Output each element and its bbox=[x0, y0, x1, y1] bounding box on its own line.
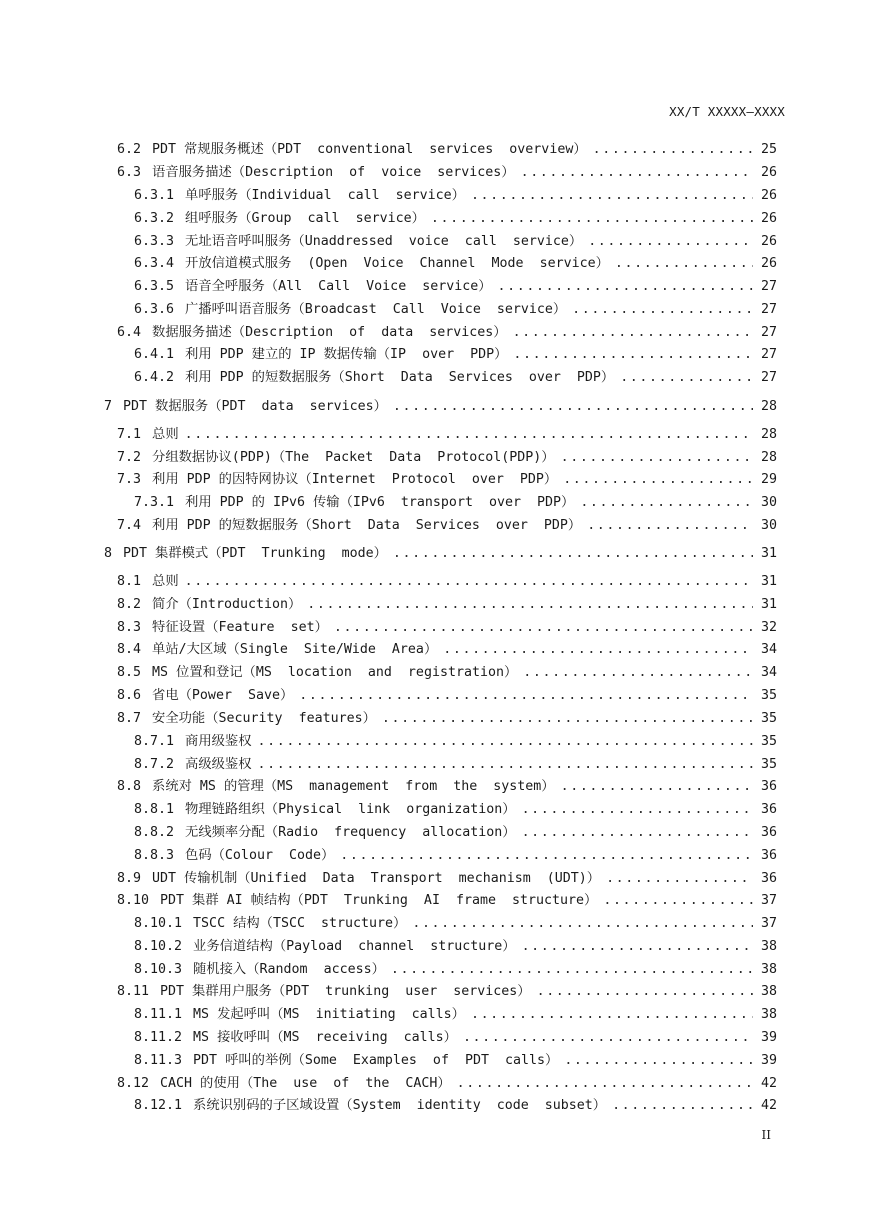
toc-entry[interactable] bbox=[117, 870, 777, 888]
toc-dot-leader bbox=[391, 961, 753, 979]
toc-dot-leader bbox=[603, 892, 753, 910]
document-code-header: XX/T XXXXX—XXXX bbox=[669, 104, 785, 119]
toc-entry-page-number: 38 bbox=[760, 962, 777, 977]
toc-entry[interactable] bbox=[134, 1097, 777, 1115]
toc-entry[interactable] bbox=[134, 801, 777, 819]
toc-entry[interactable] bbox=[134, 255, 777, 273]
toc-dot-leader bbox=[593, 141, 753, 159]
toc-entry-number: 8.12.1 bbox=[134, 1098, 183, 1113]
toc-entry-title: TSCC 结构（TSCC structure） bbox=[193, 916, 407, 931]
toc-entry[interactable] bbox=[117, 619, 777, 637]
toc-entry-number: 6.4.2 bbox=[134, 370, 175, 385]
toc-entry-title: 商用级鉴权 bbox=[185, 734, 252, 749]
toc-entry[interactable] bbox=[117, 983, 777, 1001]
toc-entry-number: 8.10.1 bbox=[134, 916, 183, 931]
toc-entry-number: 8.8.3 bbox=[134, 848, 175, 863]
toc-entry-title: 语音服务描述（Description of voice services） bbox=[152, 165, 515, 180]
toc-entry-number: 8.7.1 bbox=[134, 734, 175, 749]
toc-dot-leader bbox=[307, 596, 753, 614]
toc-entry-title: 开放信道模式服务 (Open Voice Channel Mode service） bbox=[185, 256, 609, 271]
toc-entry-page-number: 30 bbox=[760, 518, 777, 533]
toc-entry-page-number: 35 bbox=[760, 757, 777, 772]
toc-entry-page-number: 38 bbox=[760, 1007, 777, 1022]
toc-dot-leader bbox=[522, 824, 753, 842]
toc-entry-number: 8.6 bbox=[117, 688, 142, 703]
toc-entry[interactable] bbox=[117, 471, 777, 489]
toc-entry[interactable] bbox=[117, 1075, 777, 1093]
toc-entry-number: 8.11.2 bbox=[134, 1030, 183, 1045]
toc-dot-leader bbox=[382, 710, 753, 728]
toc-dot-leader bbox=[588, 233, 753, 251]
toc-entry[interactable] bbox=[134, 915, 777, 933]
toc-entry[interactable] bbox=[134, 1052, 777, 1070]
toc-entry-page-number: 38 bbox=[760, 939, 777, 954]
toc-entry-number: 8 bbox=[104, 546, 113, 561]
toc-entry[interactable] bbox=[134, 1006, 777, 1024]
toc-entry[interactable] bbox=[104, 545, 777, 563]
toc-entry-title: 省电（Power Save） bbox=[152, 688, 294, 703]
toc-entry-title: MS 发起呼叫（MS initiating calls） bbox=[193, 1007, 465, 1022]
toc-entry[interactable] bbox=[117, 596, 777, 614]
toc-dot-leader bbox=[471, 187, 753, 205]
toc-entry-title: 业务信道结构（Payload channel structure） bbox=[193, 939, 516, 954]
toc-entry-number: 8.10.2 bbox=[134, 939, 183, 954]
toc-entry[interactable] bbox=[134, 847, 777, 865]
toc-entry-number: 8.11 bbox=[117, 984, 150, 999]
toc-entry[interactable] bbox=[134, 1029, 777, 1047]
toc-entry-title: 随机接入（Random access） bbox=[193, 962, 385, 977]
toc-dot-leader bbox=[393, 398, 753, 416]
toc-entry[interactable] bbox=[117, 449, 777, 467]
toc-dot-leader bbox=[561, 449, 753, 467]
toc-dot-leader bbox=[457, 1075, 753, 1093]
toc-entry[interactable] bbox=[134, 301, 777, 319]
toc-entry-title: PDT 呼叫的举例（Some Examples of PDT calls） bbox=[193, 1053, 559, 1068]
toc-entry-number: 6.4 bbox=[117, 325, 142, 340]
toc-entry-number: 8.5 bbox=[117, 665, 142, 680]
toc-entry-title: 语音全呼服务（All Call Voice service） bbox=[185, 279, 492, 294]
toc-entry-number: 7.4 bbox=[117, 518, 142, 533]
toc-entry-page-number: 35 bbox=[760, 711, 777, 726]
toc-entry-number: 8.2 bbox=[117, 597, 142, 612]
toc-entry-number: 8.9 bbox=[117, 871, 142, 886]
toc-dot-leader bbox=[513, 346, 753, 364]
toc-dot-leader bbox=[185, 573, 753, 591]
toc-entry-number: 8.7.2 bbox=[134, 757, 175, 772]
toc-entry-number: 6.3 bbox=[117, 165, 142, 180]
toc-entry-page-number: 29 bbox=[760, 472, 777, 487]
toc-entry-title: 单呼服务（Individual call service） bbox=[185, 188, 465, 203]
toc-entry-number: 8.8 bbox=[117, 779, 142, 794]
toc-entry-number: 6.2 bbox=[117, 142, 142, 157]
toc-dot-leader bbox=[612, 1097, 753, 1115]
toc-dot-leader bbox=[580, 494, 753, 512]
toc-entry-page-number: 34 bbox=[760, 642, 777, 657]
toc-entry-page-number: 27 bbox=[760, 347, 777, 362]
toc-entry-page-number: 36 bbox=[760, 825, 777, 840]
toc-entry[interactable] bbox=[117, 164, 777, 182]
toc-entry-title: 数据服务描述（Description of data services） bbox=[152, 325, 507, 340]
toc-entry-title: 物理链路组织（Physical link organization） bbox=[185, 802, 516, 817]
toc-entry[interactable] bbox=[134, 369, 777, 387]
toc-entry[interactable] bbox=[134, 187, 777, 205]
toc-dot-leader bbox=[572, 301, 753, 319]
toc-entry-title: 特征设置（Feature set） bbox=[152, 620, 328, 635]
toc-dot-leader bbox=[561, 778, 753, 796]
toc-entry-title: MS 接收呼叫（MS receiving calls） bbox=[193, 1030, 457, 1045]
toc-dot-leader bbox=[498, 278, 753, 296]
toc-entry-page-number: 27 bbox=[760, 302, 777, 317]
toc-entry-title: PDT 集群模式（PDT Trunking mode） bbox=[123, 546, 387, 561]
toc-entry-page-number: 36 bbox=[760, 871, 777, 886]
toc-dot-leader bbox=[620, 369, 753, 387]
toc-entry[interactable] bbox=[134, 733, 777, 751]
toc-dot-leader bbox=[393, 545, 753, 563]
toc-entry-title: 利用 PDP 建立的 IP 数据传输（IP over PDP） bbox=[185, 347, 508, 362]
toc-entry[interactable] bbox=[134, 346, 777, 364]
toc-entry-number: 6.3.3 bbox=[134, 234, 175, 249]
toc-entry-page-number: 26 bbox=[760, 188, 777, 203]
toc-dot-leader bbox=[334, 619, 753, 637]
toc-entry-page-number: 34 bbox=[760, 665, 777, 680]
toc-entry-title: 总则 bbox=[152, 427, 179, 442]
toc-entry-number: 6.4.1 bbox=[134, 347, 175, 362]
toc-dot-leader bbox=[185, 426, 753, 444]
toc-entry-title: 系统对 MS 的管理（MS management from the system） bbox=[152, 779, 555, 794]
toc-entry-title: 利用 PDP 的短数据服务（Short Data Services over PDP） bbox=[185, 370, 615, 385]
toc-entry[interactable] bbox=[134, 233, 777, 251]
toc-entry-number: 7.2 bbox=[117, 450, 142, 465]
toc-entry-number: 7.3 bbox=[117, 472, 142, 487]
toc-entry-page-number: 28 bbox=[760, 427, 777, 442]
toc-entry-page-number: 25 bbox=[760, 142, 777, 157]
toc-entry[interactable] bbox=[104, 398, 777, 416]
toc-entry-page-number: 28 bbox=[760, 450, 777, 465]
toc-entry-number: 8.11.3 bbox=[134, 1053, 183, 1068]
toc-entry[interactable] bbox=[117, 426, 777, 444]
toc-entry-number: 8.10 bbox=[117, 893, 150, 908]
toc-dot-leader bbox=[412, 915, 753, 933]
toc-entry[interactable] bbox=[117, 710, 777, 728]
toc-entry-page-number: 39 bbox=[760, 1053, 777, 1068]
toc-entry-page-number: 26 bbox=[760, 165, 777, 180]
toc-entry-number: 8.11.1 bbox=[134, 1007, 183, 1022]
toc-entry-page-number: 36 bbox=[760, 848, 777, 863]
toc-entry-number: 6.3.2 bbox=[134, 211, 175, 226]
toc-entry[interactable] bbox=[134, 961, 777, 979]
toc-entry-number: 8.4 bbox=[117, 642, 142, 657]
toc-dot-leader bbox=[299, 687, 753, 705]
toc-entry[interactable] bbox=[134, 494, 777, 512]
toc-entry-page-number: 31 bbox=[760, 597, 777, 612]
toc-entry-title: PDT 数据服务（PDT data services） bbox=[123, 399, 387, 414]
toc-entry-title: 组呼服务（Group call service） bbox=[185, 211, 425, 226]
toc-dot-leader bbox=[523, 664, 753, 682]
toc-entry-title: 利用 PDP 的 IPv6 传输（IPv6 transport over PDP） bbox=[185, 495, 575, 510]
toc-entry-title: 系统识别码的子区域设置（System identity code subset） bbox=[193, 1098, 607, 1113]
toc-dot-leader bbox=[606, 870, 753, 888]
toc-entry[interactable] bbox=[134, 938, 777, 956]
toc-entry-title: 简介（Introduction） bbox=[152, 597, 302, 612]
toc-dot-leader bbox=[471, 1006, 753, 1024]
toc-entry-number: 8.8.1 bbox=[134, 802, 175, 817]
toc-entry-number: 6.3.4 bbox=[134, 256, 175, 271]
toc-entry-page-number: 27 bbox=[760, 325, 777, 340]
toc-entry[interactable] bbox=[117, 641, 777, 659]
toc-entry-page-number: 37 bbox=[760, 916, 777, 931]
toc-dot-leader bbox=[563, 471, 753, 489]
toc-entry-number: 6.3.5 bbox=[134, 279, 175, 294]
toc-entry[interactable] bbox=[134, 756, 777, 774]
toc-entry-title: 安全功能（Security features） bbox=[152, 711, 376, 726]
toc-entry[interactable] bbox=[117, 664, 777, 682]
toc-entry-number: 8.1 bbox=[117, 574, 142, 589]
toc-entry[interactable] bbox=[134, 824, 777, 842]
page-number-footer: II bbox=[761, 1128, 771, 1142]
toc-entry-number: 8.8.2 bbox=[134, 825, 175, 840]
toc-dot-leader bbox=[587, 517, 753, 535]
toc-entry-page-number: 38 bbox=[760, 984, 777, 999]
toc-entry-page-number: 36 bbox=[760, 802, 777, 817]
toc-entry-title: CACH 的使用（The use of the CACH） bbox=[160, 1076, 451, 1091]
toc-entry-page-number: 32 bbox=[760, 620, 777, 635]
toc-entry-page-number: 27 bbox=[760, 279, 777, 294]
toc-dot-leader bbox=[463, 1029, 753, 1047]
toc-dot-leader bbox=[522, 801, 753, 819]
toc-entry-number: 6.3.6 bbox=[134, 302, 175, 317]
toc-entry-page-number: 37 bbox=[760, 893, 777, 908]
toc-entry-title: 分组数据协议(PDP)（The Packet Data Protocol(PDP)） bbox=[152, 450, 555, 465]
toc-entry-page-number: 30 bbox=[760, 495, 777, 510]
toc-entry-title: 广播呼叫语音服务（Broadcast Call Voice service） bbox=[185, 302, 567, 317]
toc-entry-page-number: 31 bbox=[760, 546, 777, 561]
toc-entry-title: PDT 集群用户服务（PDT trunking user services） bbox=[160, 984, 531, 999]
toc-entry-page-number: 31 bbox=[760, 574, 777, 589]
toc-dot-leader bbox=[522, 938, 753, 956]
toc-dot-leader bbox=[258, 756, 753, 774]
toc-entry-title: PDT 集群 AI 帧结构（PDT Trunking AI frame structure） bbox=[160, 893, 598, 908]
toc-dot-leader bbox=[513, 324, 753, 342]
toc-entry-number: 7.1 bbox=[117, 427, 142, 442]
toc-entry-page-number: 42 bbox=[760, 1076, 777, 1091]
toc-entry[interactable] bbox=[117, 778, 777, 796]
toc-entry-title: 总则 bbox=[152, 574, 179, 589]
toc-entry[interactable] bbox=[117, 324, 777, 342]
toc-entry-page-number: 27 bbox=[760, 370, 777, 385]
toc-dot-leader bbox=[615, 255, 753, 273]
toc-dot-leader bbox=[521, 164, 753, 182]
toc-entry[interactable] bbox=[134, 278, 777, 296]
toc-entry-title: 单站/大区域（Single Site/Wide Area） bbox=[152, 642, 438, 657]
toc-entry-page-number: 26 bbox=[760, 234, 777, 249]
toc-entry-number: 6.3.1 bbox=[134, 188, 175, 203]
toc-entry-number: 8.10.3 bbox=[134, 962, 183, 977]
toc-dot-leader bbox=[258, 733, 753, 751]
toc-dot-leader bbox=[340, 847, 753, 865]
toc-entry-number: 7 bbox=[104, 399, 113, 414]
toc-entry-page-number: 26 bbox=[760, 256, 777, 271]
toc-entry-title: 无址语音呼叫服务（Unaddressed voice call service） bbox=[185, 234, 583, 249]
toc-entry-number: 8.12 bbox=[117, 1076, 150, 1091]
toc-entry-page-number: 39 bbox=[760, 1030, 777, 1045]
toc-entry-title: 利用 PDP 的因特网协议（Internet Protocol over PDP） bbox=[152, 472, 558, 487]
toc-dot-leader bbox=[537, 983, 753, 1001]
toc-entry-title: 色码（Colour Code） bbox=[185, 848, 335, 863]
toc-entry-title: MS 位置和登记（MS location and registration） bbox=[152, 665, 518, 680]
toc-entry-title: UDT 传输机制（Unified Data Transport mechanism (UDT)） bbox=[152, 871, 601, 886]
toc-entry-page-number: 35 bbox=[760, 734, 777, 749]
toc-entry-page-number: 42 bbox=[760, 1098, 777, 1113]
toc-dot-leader bbox=[431, 210, 753, 228]
toc-entry-title: 高级级鉴权 bbox=[185, 757, 252, 772]
toc-entry-number: 8.3 bbox=[117, 620, 142, 635]
toc-entry-number: 8.7 bbox=[117, 711, 142, 726]
toc-entry-page-number: 35 bbox=[760, 688, 777, 703]
toc-entry[interactable] bbox=[117, 892, 777, 910]
toc-entry-page-number: 36 bbox=[760, 779, 777, 794]
toc-entry-title: 无线频率分配（Radio frequency allocation） bbox=[185, 825, 516, 840]
toc-entry[interactable] bbox=[117, 573, 777, 591]
toc-entry-number: 7.3.1 bbox=[134, 495, 175, 510]
toc-entry-title: PDT 常规服务概述（PDT conventional services overview） bbox=[152, 142, 587, 157]
toc-dot-leader bbox=[564, 1052, 753, 1070]
toc-entry[interactable] bbox=[117, 687, 777, 705]
toc-entry[interactable] bbox=[117, 517, 777, 535]
toc-entry-page-number: 26 bbox=[760, 211, 777, 226]
toc-entry[interactable] bbox=[134, 210, 777, 228]
toc-entry-page-number: 28 bbox=[760, 399, 777, 414]
toc-entry[interactable] bbox=[117, 141, 777, 159]
toc-entry-title: 利用 PDP 的短数据服务（Short Data Services over PDP） bbox=[152, 518, 582, 533]
toc-dot-leader bbox=[443, 641, 753, 659]
